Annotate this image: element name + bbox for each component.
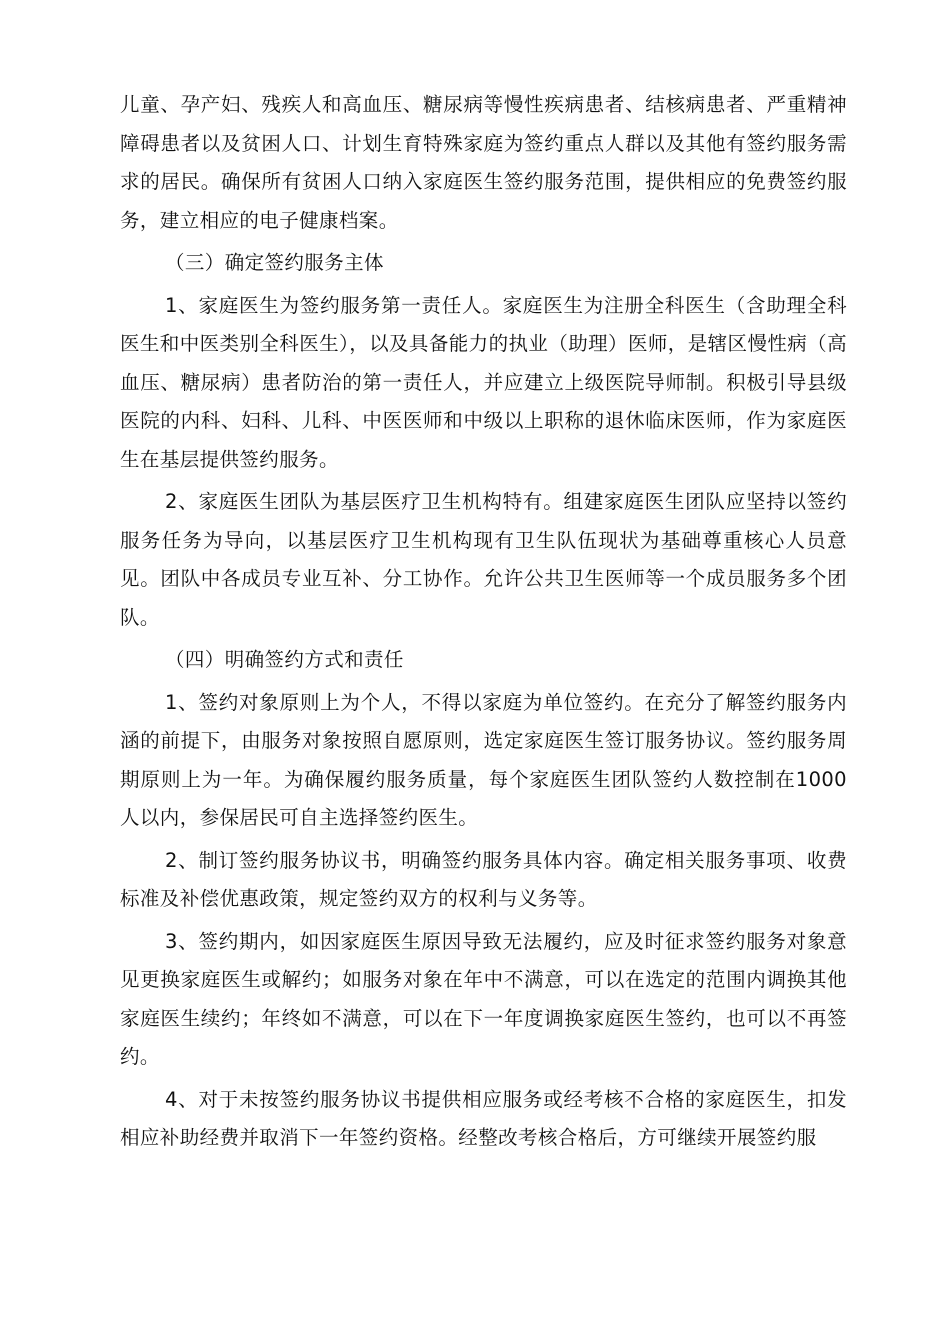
paragraph-penalty: 4、对于未按签约服务协议书提供相应服务或经考核不合格的家庭医生，扣发相应补助经费并取消下一年签约资格。经整改考核合格后，方可继续开展签约服 xyxy=(120,1087,847,1149)
document-body xyxy=(120,86,847,1162)
paragraph-family-doctor-team: 2、家庭医生团队为基层医疗卫生机构特有。组建家庭医生团队应坚持以签约服务任务为导向，以基层医疗卫生机构现有卫生队伍现状为基础尊重核心人员意见。团队中各成员专业互补、分工协作。允许公共卫生医师等一个成员服务多个团队。 xyxy=(120,490,847,629)
paragraph-signing-object: 1、签约对象原则上为个人，不得以家庭为单位签约。在充分了解签约服务内涵的前提下，由服务对象按照自愿原则，选定家庭医生签订服务协议。签约服务周期原则上为一年。为确保履约服务质量，每个家庭医生团队签约人数控制在1000人以内，参保居民可自主选择签约医生。 xyxy=(120,690,847,829)
paragraph-replacement: 3、签约期内，如因家庭医生原因导致无法履约，应及时征求签约服务对象意见更换家庭医生或解约；如服务对象在年中不满意，可以在选定的范围内调换其他家庭医生续约；年终如不满意，可以在下一年度调换家庭医生签约，也可以不再签约。 xyxy=(120,929,847,1068)
paragraph-target-groups: 儿童、孕产妇、残疾人和高血压、糖尿病等慢性疾病患者、结核病患者、严重精神障碍患者以及贫困人口、计划生育特殊家庭为签约重点人群以及其他有签约服务需求的居民。确保所有贫困人口纳入家庭医生签约服务范围，提供相应的免费签约服务，建立相应的电子健康档案。 xyxy=(120,93,847,232)
paragraph-service-agreement: 2、制订签约服务协议书，明确签约服务具体内容。确定相关服务事项、收费标准及补偿优惠政策，规定签约双方的权利与义务等。 xyxy=(120,848,847,910)
section-heading-3: （三）确定签约服务主体 xyxy=(165,251,384,274)
section-heading-4: （四）明确签约方式和责任 xyxy=(165,648,404,671)
paragraph-family-doctor-responsibility: 1、家庭医生为签约服务第一责任人。家庭医生为注册全科医生（含助理全科医生和中医类别全科医生），以及具备能力的执业（助理）医师，是辖区慢性病（高血压、糖尿病）患者防治的第一责任人，并应建立上级医院导师制。积极引导县级医院的内科、妇科、儿科、中医医师和中级以上职称的退休临床医师，作为家庭医生在基层提供签约服务。 xyxy=(120,293,847,471)
